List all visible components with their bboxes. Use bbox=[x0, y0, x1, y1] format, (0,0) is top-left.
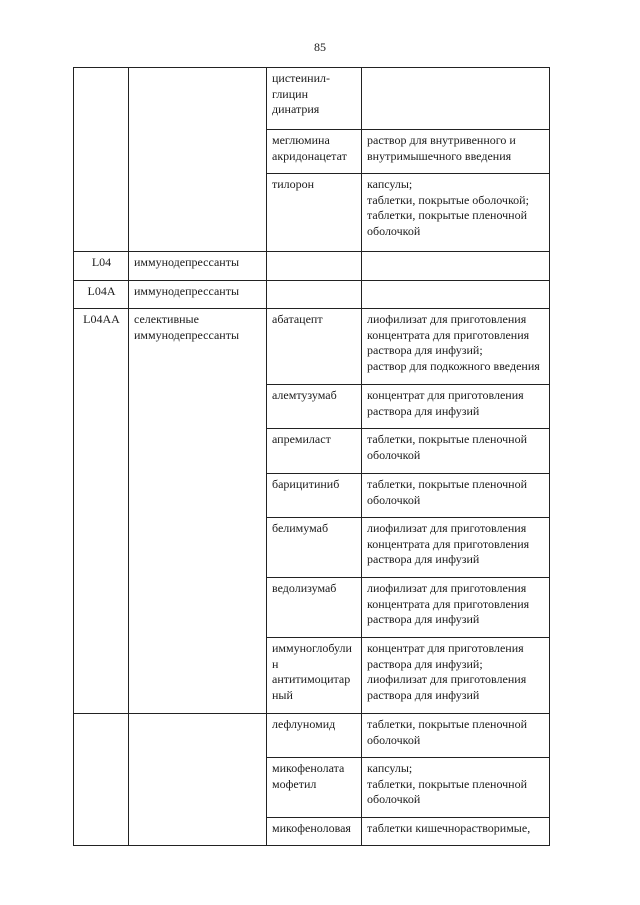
table-row bbox=[74, 714, 550, 758]
dosage-form-cell bbox=[362, 714, 550, 758]
drug-name-cell bbox=[267, 429, 362, 474]
group-name-line: иммунодепрессанты bbox=[134, 284, 240, 298]
dosage-form-cell bbox=[362, 429, 550, 474]
dosage-form-line: концентрата для приготовления bbox=[367, 536, 530, 551]
dosage-form-cell bbox=[362, 281, 550, 309]
group-name-cell bbox=[129, 714, 267, 846]
dosage-form-line: концентрат для приготовления bbox=[367, 641, 524, 655]
drug-name-cell bbox=[267, 130, 362, 174]
drug-name-line: н bbox=[272, 656, 279, 671]
drug-name-line: акридонацетат bbox=[272, 148, 347, 163]
dosage-form-line: лиофилизат для приготовления bbox=[367, 521, 527, 535]
dosage-form-line: лиофилизат для приготовления bbox=[367, 581, 527, 595]
dosage-form-cell bbox=[362, 68, 550, 130]
table-row bbox=[74, 68, 550, 130]
dosage-form-line: лиофилизат для приготовления bbox=[367, 312, 527, 326]
dosage-form-line: оболочкой bbox=[367, 792, 421, 806]
dosage-form-line: капсулы; bbox=[367, 761, 413, 775]
drug-name-cell bbox=[267, 474, 362, 518]
drug-name-line: динатрия bbox=[272, 102, 320, 116]
table-row bbox=[74, 281, 550, 309]
dosage-form-cell bbox=[362, 758, 550, 818]
dosage-form-line: концентрат для приготовления bbox=[367, 388, 524, 402]
table-row bbox=[74, 309, 550, 385]
drug-name-cell bbox=[267, 281, 362, 309]
drug-name-cell bbox=[267, 818, 362, 846]
drug-name-line: цистеинил- bbox=[272, 71, 330, 85]
dosage-form-line: таблетки, покрытые пленочной bbox=[367, 208, 528, 222]
drug-name-cell bbox=[267, 252, 362, 281]
group-name-cell bbox=[129, 281, 267, 309]
drug-name-line: белимумаб bbox=[272, 521, 329, 535]
group-name-cell bbox=[129, 309, 267, 714]
drug-name-line: абатацепт bbox=[272, 312, 323, 326]
drug-name-line: мофетил bbox=[272, 776, 317, 791]
drug-name-line: барицитиниб bbox=[272, 477, 340, 491]
dosage-form-line: таблетки кишечнорастворимые, bbox=[367, 821, 531, 835]
drug-name-line: микофеноловая bbox=[272, 821, 351, 835]
dosage-form-line: таблетки, покрытые пленочной bbox=[367, 477, 528, 491]
atc-code-cell: L04 bbox=[74, 252, 129, 281]
dosage-form-line: оболочкой bbox=[367, 492, 421, 507]
drug-name-line: ведолизумаб bbox=[272, 581, 337, 595]
dosage-form-line: таблетки, покрытые пленочной bbox=[367, 717, 528, 731]
dosage-form-line: оболочкой bbox=[367, 447, 421, 462]
drug-name-cell bbox=[267, 385, 362, 429]
group-name-line: селективные bbox=[134, 312, 199, 326]
atc-code-cell bbox=[74, 68, 129, 252]
drug-name-line: микофенолата bbox=[272, 761, 345, 775]
drug-name-line: апремиласт bbox=[272, 432, 331, 446]
atc-code-cell: L04AA bbox=[74, 309, 129, 714]
dosage-form-line: лиофилизат для приготовления bbox=[367, 672, 527, 686]
drug-table bbox=[73, 67, 550, 846]
drug-name-line: тилорон bbox=[272, 177, 315, 191]
dosage-form-cell bbox=[362, 818, 550, 846]
drug-name-cell bbox=[267, 518, 362, 578]
dosage-form-line: таблетки, покрытые пленочной bbox=[367, 432, 528, 446]
page-number: 85 bbox=[314, 40, 326, 54]
drug-name-cell bbox=[267, 68, 362, 130]
dosage-form-cell bbox=[362, 130, 550, 174]
dosage-form-cell bbox=[362, 252, 550, 281]
dosage-form-line: оболочкой bbox=[367, 223, 421, 238]
atc-code-cell bbox=[74, 714, 129, 846]
dosage-form-line: капсулы; bbox=[367, 177, 413, 191]
dosage-form-line: внутримышечного введения bbox=[367, 148, 512, 163]
drug-name-line: ный bbox=[272, 687, 293, 702]
dosage-form-cell bbox=[362, 578, 550, 638]
dosage-form-line: раствор для подкожного введения bbox=[367, 358, 540, 373]
drug-name-cell bbox=[267, 714, 362, 758]
dosage-form-cell bbox=[362, 638, 550, 714]
dosage-form-cell bbox=[362, 474, 550, 518]
dosage-form-cell bbox=[362, 385, 550, 429]
dosage-form-line: раствора для инфузий bbox=[367, 403, 480, 418]
dosage-form-line: таблетки, покрытые оболочкой; bbox=[367, 192, 529, 207]
group-name-cell bbox=[129, 68, 267, 252]
dosage-form-cell bbox=[362, 518, 550, 578]
drug-name-cell bbox=[267, 174, 362, 252]
drug-name-line: иммуноглобули bbox=[272, 641, 352, 655]
drug-name-cell bbox=[267, 758, 362, 818]
dosage-form-line: раствор для внутривенного и bbox=[367, 133, 516, 147]
dosage-form-line: таблетки, покрытые пленочной bbox=[367, 776, 528, 791]
dosage-form-cell bbox=[362, 309, 550, 385]
drug-name-line: лефлуномид bbox=[272, 717, 336, 731]
drug-name-line: глицин bbox=[272, 86, 308, 101]
dosage-form-cell bbox=[362, 174, 550, 252]
drug-name-cell bbox=[267, 578, 362, 638]
dosage-form-line: раствора для инфузий; bbox=[367, 656, 483, 671]
drug-name-line: антитимоцитар bbox=[272, 672, 351, 686]
dosage-form-line: раствора для инфузий; bbox=[367, 343, 483, 357]
dosage-form-line: концентрата для приготовления bbox=[367, 327, 530, 342]
dosage-form-line: раствора для инфузий bbox=[367, 687, 480, 702]
dosage-form-line: раствора для инфузий bbox=[367, 612, 480, 626]
drug-name-cell bbox=[267, 309, 362, 385]
dosage-form-line: концентрата для приготовления bbox=[367, 596, 530, 611]
drug-name-line: меглюмина bbox=[272, 133, 330, 147]
dosage-form-line: оболочкой bbox=[367, 732, 421, 747]
table-row bbox=[74, 252, 550, 281]
atc-code-cell: L04A bbox=[74, 281, 129, 309]
drug-name-line: алемтузумаб bbox=[272, 388, 337, 402]
group-name-line: иммунодепрессанты bbox=[134, 255, 240, 269]
dosage-form-line: раствора для инфузий bbox=[367, 552, 480, 566]
table-body bbox=[74, 68, 550, 846]
group-name-cell bbox=[129, 252, 267, 281]
group-name-line: иммунодепрессанты bbox=[134, 327, 240, 342]
drug-name-cell bbox=[267, 638, 362, 714]
